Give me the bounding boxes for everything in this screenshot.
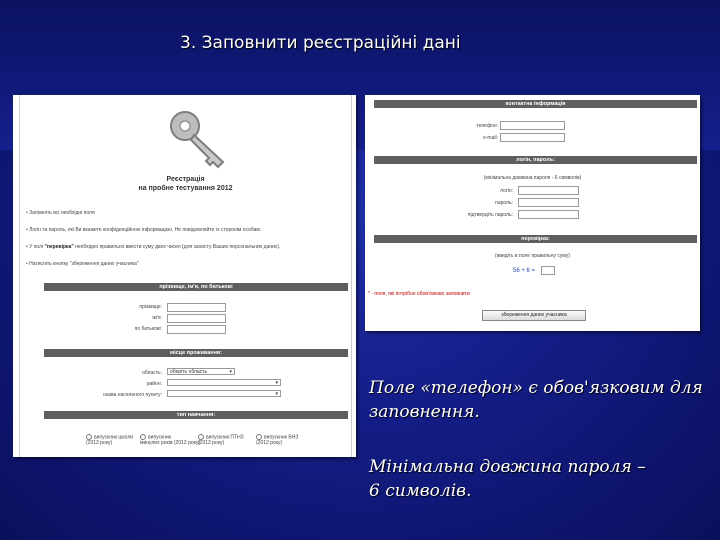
- registration-title: Реєстрація: [166, 176, 205, 183]
- instructions-list: [26, 210, 351, 278]
- login-input[interactable]: [518, 186, 579, 195]
- registration-form-screenshot: [13, 95, 356, 457]
- field-label-district: район:: [146, 381, 162, 387]
- chevron-down-icon: ▾: [275, 391, 278, 397]
- name-input[interactable]: [167, 314, 226, 323]
- instruction-item: • У полі "перевірка" необхідно правильно ввести суму двох чисел (для захисту Ваших персональних даних).: [26, 244, 281, 250]
- phone-note-line1: Поле «телефон» є обов'язковим для: [369, 378, 703, 398]
- radio-school[interactable]: випускник школи (2012 року): [86, 434, 134, 447]
- settlement-select[interactable]: [167, 390, 281, 397]
- section-login-header: логін, пароль:: [374, 156, 697, 164]
- radio-ptnz[interactable]: випускник ПТНЗ (2012 року): [198, 434, 244, 447]
- surname-input[interactable]: [167, 303, 226, 312]
- field-label-password-confirm: підтвердіть пароль:: [467, 212, 513, 218]
- email-input[interactable]: [500, 133, 565, 142]
- emphasis-text: "перевірка": [44, 244, 74, 250]
- section-check-header: перевірка:: [374, 235, 697, 243]
- field-label-phone: телефон:: [476, 123, 498, 129]
- radio-icon: [256, 434, 262, 440]
- section-contact-header: контактна інформація: [374, 100, 697, 108]
- key-icon: [165, 104, 235, 174]
- radio-icon: [86, 434, 92, 440]
- registration-heading: [20, 175, 351, 193]
- radio-vnz[interactable]: випускник ВНЗ (2012 року): [256, 434, 299, 447]
- phone-input[interactable]: [500, 121, 565, 130]
- save-participant-button[interactable]: збереження даних учасника: [482, 310, 586, 321]
- district-select[interactable]: [167, 379, 281, 386]
- radio-previous-years[interactable]: випускник минулих років (2012 року): [140, 434, 201, 447]
- password-note-line1: Мінімальна довжина пароля –: [369, 457, 646, 477]
- field-label-name: ім'я:: [152, 315, 162, 321]
- chevron-down-icon: ▾: [275, 380, 278, 386]
- instruction-item: • Натисніть кнопку "збереження даних учасника": [26, 261, 139, 267]
- field-label-region: область:: [142, 370, 162, 376]
- phone-note-line2: заповнення.: [369, 402, 480, 422]
- check-hint: (введіть в поле правильну суму): [495, 253, 570, 259]
- field-label-email: e-mail:: [482, 135, 498, 141]
- radio-icon: [198, 434, 204, 440]
- captcha-expression: 56 + 6 =: [513, 268, 536, 274]
- slide-title: 3. Заповнити реєстраційні дані: [180, 33, 461, 53]
- password-input[interactable]: [518, 198, 579, 207]
- field-label-password: пароль:: [495, 200, 513, 206]
- password-note-line2: 6 символів.: [369, 481, 472, 501]
- registration-form-page: [19, 95, 352, 457]
- chevron-down-icon: ▾: [229, 369, 232, 375]
- password-hint: (мінімальна довжина пароля - 6 символів): [483, 175, 582, 181]
- field-label-login: логін:: [500, 188, 513, 194]
- section-name-header: прізвище, ім'я, по батькові: [44, 283, 348, 291]
- password-confirm-input[interactable]: [518, 210, 579, 219]
- instruction-item: • Логін та пароль, які Ви вкажете конфіденційною інформацією. Не повідомляйте їх сторонім особам.: [26, 227, 262, 233]
- captcha-input[interactable]: [541, 266, 555, 275]
- radio-icon: [140, 434, 146, 440]
- required-fields-note: * - поля, які потрібно обов'язково заповнити: [368, 291, 470, 297]
- field-label-surname: прізвище:: [139, 304, 162, 310]
- section-location-header: місце проживання:: [44, 349, 348, 357]
- field-label-settlement: назва населеного пункту:: [103, 392, 162, 398]
- section-type-header: тип навчання:: [44, 411, 348, 419]
- field-label-patronymic: по батькові:: [134, 326, 162, 332]
- instruction-item: • Заповніть всі необхідні поля: [26, 210, 95, 216]
- registration-subtitle: на пробне тестування 2012: [138, 185, 233, 192]
- region-select[interactable]: оберіть область ▾: [167, 368, 235, 375]
- patronymic-input[interactable]: [167, 325, 226, 334]
- contact-login-form-screenshot: [365, 95, 700, 331]
